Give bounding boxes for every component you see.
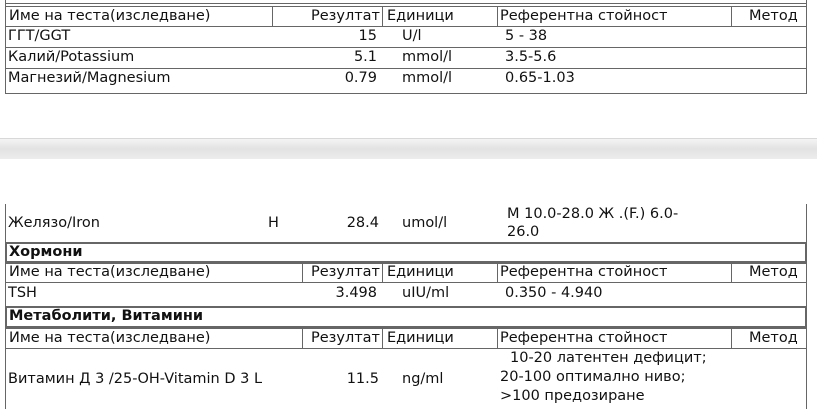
test-result: 15: [358, 28, 377, 44]
test-reference: 3.5-5.6: [505, 49, 557, 65]
test-units: umol/l: [402, 215, 448, 231]
table-right-border: [806, 0, 807, 94]
header-method: Метод: [749, 330, 798, 346]
top-results-panel: [0, 0, 817, 138]
header-result: Резултат: [310, 264, 380, 280]
test-units: mmol/l: [402, 49, 453, 65]
table-row: [5, 283, 807, 304]
test-name: Витамин Д 3 /25-OH-Vitamin D 3 L: [8, 371, 263, 387]
table-header-row: [5, 263, 807, 283]
table-bottom-border: [5, 93, 807, 94]
flag: H: [268, 215, 279, 231]
table-row: [5, 27, 807, 48]
header-name: Име на теста(изследване): [9, 264, 211, 280]
test-units: mmol/l: [402, 70, 453, 86]
test-result: 0.79: [344, 70, 377, 86]
header-units: Единици: [387, 330, 454, 346]
divider: [382, 7, 383, 26]
section-title-metabolites: [5, 306, 807, 328]
test-result: 5.1: [353, 49, 377, 65]
table-row: [5, 69, 807, 89]
test-reference: 10-20 латентен дефицит;: [510, 350, 707, 366]
table-left-border: [5, 0, 6, 94]
header-name: Име на теста(изследване): [9, 330, 211, 346]
table-row: [5, 204, 807, 242]
test-reference: 0.350 - 4.940: [505, 285, 603, 301]
divider: [497, 7, 498, 26]
header-result: Резултат: [310, 330, 380, 346]
test-name: Желязо/Iron: [8, 215, 100, 231]
table-row: [5, 349, 807, 409]
divider: [382, 264, 383, 282]
test-units: ng/ml: [402, 371, 444, 387]
test-result: 11.5: [346, 371, 379, 387]
test-result: 28.4: [346, 215, 379, 231]
header-result: Резултат: [310, 8, 380, 24]
header-units: Единици: [387, 8, 454, 24]
test-units: uIU/ml: [402, 285, 450, 301]
section-title-bar-cut: [5, 0, 807, 4]
test-name: ГГТ/GGT: [8, 28, 71, 44]
divider: [497, 329, 498, 348]
header-reference: Референтна стойност: [500, 8, 668, 24]
header-units: Единици: [387, 264, 454, 280]
bottom-results-panel: [0, 159, 817, 409]
divider: [731, 329, 732, 348]
divider: [731, 264, 732, 282]
test-reference-cont: 26.0: [507, 224, 540, 240]
test-reference: М 10.0-28.0 Ж .(F.) 6.0-: [507, 206, 679, 222]
divider: [731, 7, 732, 26]
divider: [272, 7, 273, 26]
table-row: [5, 48, 807, 69]
header-reference: Референтна стойност: [500, 330, 668, 346]
panel-separator: [0, 138, 817, 160]
section-title-hormones: [5, 242, 807, 263]
divider: [497, 264, 498, 282]
header-method: Метод: [749, 264, 798, 280]
test-name: TSH: [8, 285, 37, 301]
test-reference: 0.65-1.03: [505, 70, 575, 86]
header-reference: Референтна стойност: [500, 264, 668, 280]
divider: [382, 329, 383, 348]
test-reference: 5 - 38: [505, 28, 548, 44]
table-header-row: [5, 6, 807, 27]
test-name: Магнезий/Magnesium: [8, 70, 171, 86]
test-reference: >100 предозиране: [500, 388, 645, 404]
table-header-row: [5, 328, 807, 349]
header-method: Метод: [749, 8, 798, 24]
test-reference: 20-100 оптимално ниво;: [500, 369, 686, 385]
section-title: Метаболити, Витамини: [9, 308, 204, 324]
test-result: 3.498: [335, 285, 377, 301]
test-name: Калий/Potassium: [8, 49, 135, 65]
test-units: U/l: [402, 28, 422, 44]
section-title: Хормони: [9, 244, 83, 260]
header-name: Име на теста(изследване): [9, 8, 211, 24]
